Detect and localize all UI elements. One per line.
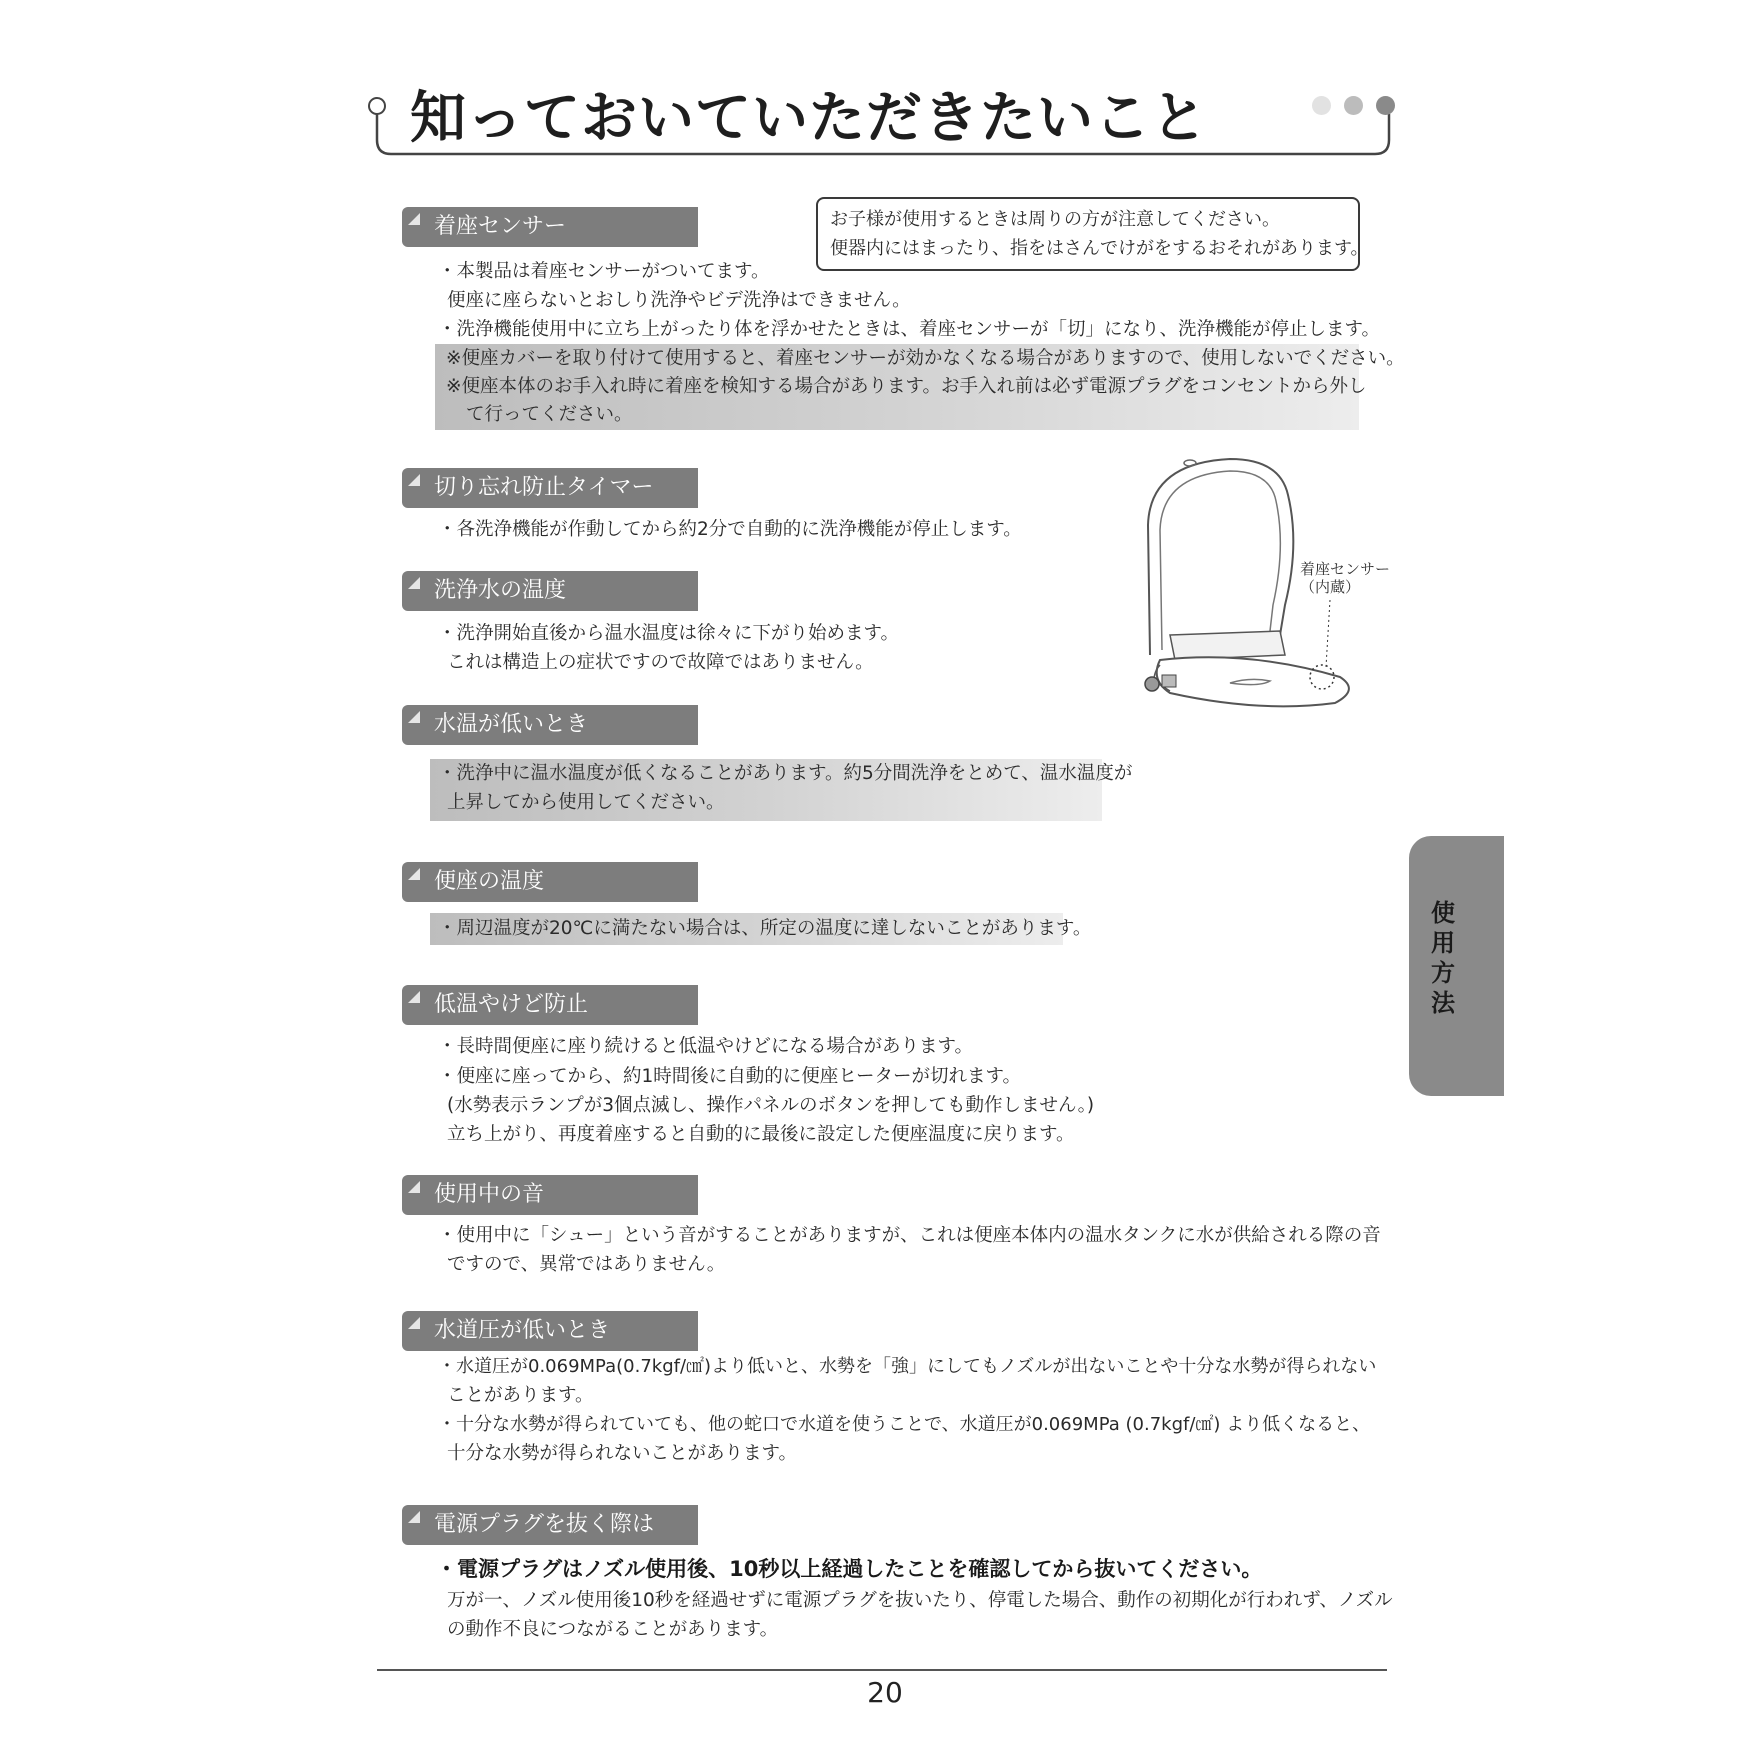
body-line: ことがあります。 [447,1385,594,1406]
sensor-label [1300,560,1390,596]
section-heading-seat-temp: 便座の温度 [402,862,698,902]
heading-corner-icon [408,868,420,880]
section-heading-seat-sensor: 着座センサー [402,207,698,247]
notice-line: 便器内にはまったり、指をはさんでけがをするおそれがあります。 [830,238,1369,259]
footer-divider [377,1669,1387,1671]
page-title: 知っておいていただきたいこと [410,86,1208,151]
body-line: の動作不良につながることがあります。 [447,1619,779,1640]
child-caution-notice [816,197,1369,271]
page-number: 20 [867,1676,903,1709]
body-line: ・十分な水勢が得られていても、他の蛇口で水道を使うことで、水道圧が0.069MPa (0.7kgf/㎠) より低くなると、 [438,1414,1371,1435]
warning-line: ・電源プラグはノズル使用後、10秒以上経過したことを確認してから抜いてください。 [436,1557,1263,1581]
section-heading-timer: 切り忘れ防止タイマー [402,468,698,508]
heading-corner-icon [408,577,420,589]
body-line: ・便座に座ってから、約1時間後に自動的に便座ヒーターが切れます。 [438,1066,1022,1087]
section-heading-low-temp-burn: 低温やけど防止 [402,985,698,1025]
body-line: (水勢表示ランプが3個点滅し、操作パネルのボタンを押しても動作しません。) [447,1095,1095,1116]
side-tab-label: 使用方法 [1431,899,1455,1017]
body-line: ・洗浄開始直後から温水温度は徐々に下がり始めます。 [438,623,900,644]
sensor-label-line1: 着座センサー [1300,560,1391,578]
highlight-line: て行ってください。 [466,404,633,425]
heading-corner-icon [408,1317,420,1329]
section-heading-unplugging: 電源プラグを抜く際は [402,1505,698,1545]
heading-corner-icon [408,474,420,486]
section-heading-wash-water-temp: 洗浄水の温度 [402,571,698,611]
heading-corner-icon [408,213,420,225]
highlight-line: ※便座本体のお手入れ時に着座を検知する場合があります。お手入れ前は必ず電源プラグをコンセントから外し [446,376,1367,397]
section-heading-low-water-temp: 水温が低いとき [402,705,698,745]
section-heading-operating-sound: 使用中の音 [402,1175,698,1215]
body-line: ですので、異常ではありません。 [447,1254,726,1275]
body-line: ・水道圧が0.069MPa(0.7kgf/㎠)より低いと、水勢を「強」にしてもノズルが出ないことや十分な水勢が得られない [438,1356,1377,1377]
body-line: ・本製品は着座センサーがついてます。 [438,261,770,282]
highlight-line: ・洗浄中に温水温度が低くなることがあります。約5分間洗浄をとめて、温水温度が [438,763,1133,784]
heading-corner-icon [408,1181,420,1193]
heading-corner-icon [408,1511,420,1523]
body-line: これは構造上の症状ですので故障ではありません。 [447,652,874,673]
highlight-line: ・周辺温度が20℃に満たない場合は、所定の温度に達しないことがあります。 [438,918,1092,939]
heading-corner-icon [408,991,420,1003]
highlight-line: 上昇してから使用してください。 [447,792,725,813]
progress-dot-2 [1344,96,1363,115]
progress-dot-3 [1376,96,1395,115]
highlight-line: ※便座カバーを取り付けて使用すると、着座センサーが効かなくなる場合がありますので、使用しないでください。 [446,348,1405,369]
body-line: ・洗浄機能使用中に立ち上がったり体を浮かせたときは、着座センサーが「切」になり、洗浄機能が停止します。 [438,319,1381,340]
section-heading-low-water-pressure: 水道圧が低いとき [402,1311,698,1351]
sensor-label-line2: （内蔵） [1300,578,1361,596]
body-line: 立ち上がり、再度着座すると自動的に最後に設定した便座温度に戻ります。 [447,1124,1075,1145]
body-line: ・各洗浄機能が作動してから約2分で自動的に洗浄機能が停止します。 [438,519,1022,540]
body-line: 十分な水勢が得られないことがあります。 [447,1443,798,1464]
body-line: 便座に座らないとおしり洗浄やビデ洗浄はできません。 [447,290,911,311]
notice-line: お子様が使用するときは周りの方が注意してください。 [830,209,1280,230]
body-line: 万が一、ノズル使用後10秒を経過せずに電源プラグを抜いたり、停電した場合、動作の初期化が行われず、ノズル [447,1590,1393,1611]
body-line: ・使用中に「シュー」という音がすることがありますが、これは便座本体内の温水タンクに水が供給される際の音 [438,1225,1381,1246]
heading-corner-icon [408,711,420,723]
body-line: ・長時間便座に座り続けると低温やけどになる場合があります。 [438,1036,974,1057]
progress-dot-1 [1312,96,1331,115]
